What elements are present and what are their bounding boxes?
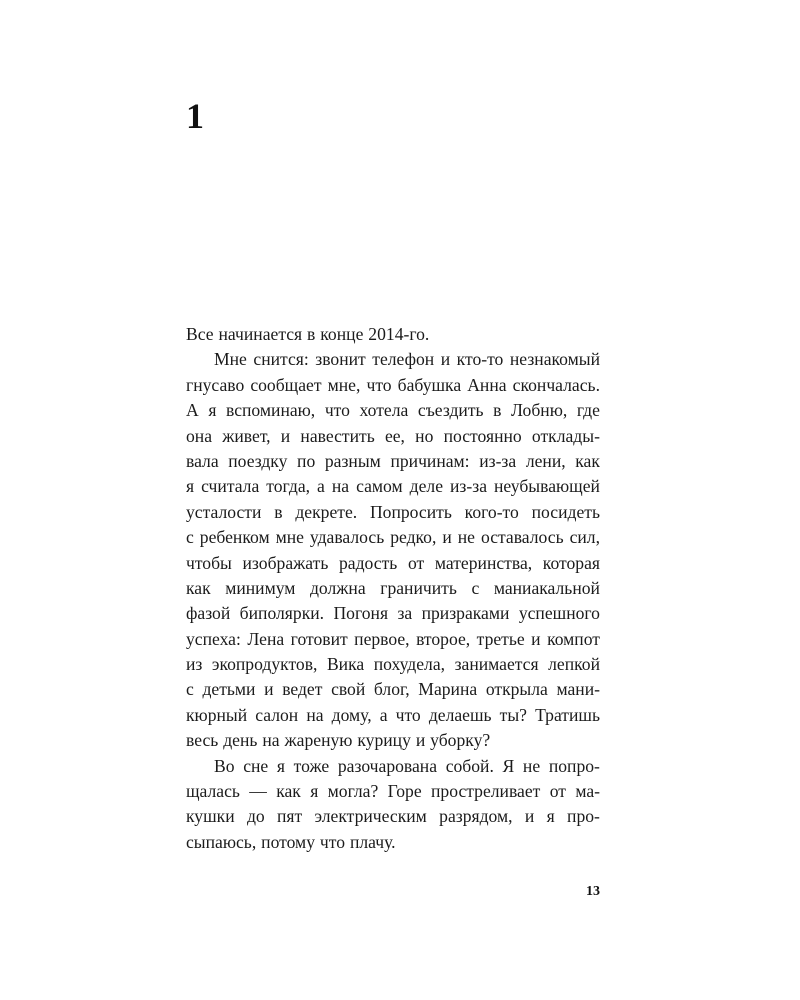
text-line: Все начинается в конце 2014-го. [186,324,430,344]
text-line: вала поездку по разным причинам: из-за лени, как [186,450,600,471]
text-line: Во сне я тоже разочарована собой. Я не попро- [214,755,600,776]
text-line: кюрный салон на дому, а что делаешь ты? Тратишь [186,704,600,725]
chapter-body-text [186,322,600,855]
paragraph [186,322,600,347]
chapter-number: 1 [186,96,204,136]
text-line: с детьми и ведет свой блог, Марина открыла мани- [186,679,600,700]
text-line: сыпаюсь, потому что плачу. [186,831,396,852]
paragraph [186,754,600,856]
text-line: гнусаво сообщает мне, что бабушка Анна скончалась. [186,374,600,395]
text-line: Мне снится: звонит телефон и кто-то незнакомый [214,349,600,370]
text-line: усталости в декрете. Попросить кого-то посидеть [186,501,600,522]
text-line: я считала тогда, а на самом деле из-за неубывающей [186,476,600,497]
page-number: 13 [586,884,600,899]
text-line: кушки до пят электрическим разрядом, и я про- [186,806,600,827]
text-line: А я вспоминаю, что хотела съездить в Лобню, где [186,400,600,421]
text-line: успеха: Лена готовит первое, второе, третье и компот [186,628,600,649]
text-line: она живет, и навестить ее, но постоянно отклады- [186,425,600,446]
text-line: из экопродуктов, Вика похудела, занимается лепкой [186,654,600,675]
text-line: весь день на жареную курицу и уборку? [186,730,491,751]
paragraph [186,347,600,753]
text-line: как минимум должна граничить с маниакальной [186,577,600,598]
text-line: чтобы изображать радость от материнства, которая [186,552,600,573]
text-line: фазой биполярки. Погоня за призраками успешного [186,603,600,624]
text-line: с ребенком мне удавалось редко, и не оставалось сил, [186,527,600,548]
text-line: щалась — как я могла? Горе простреливает от ма- [186,781,600,802]
